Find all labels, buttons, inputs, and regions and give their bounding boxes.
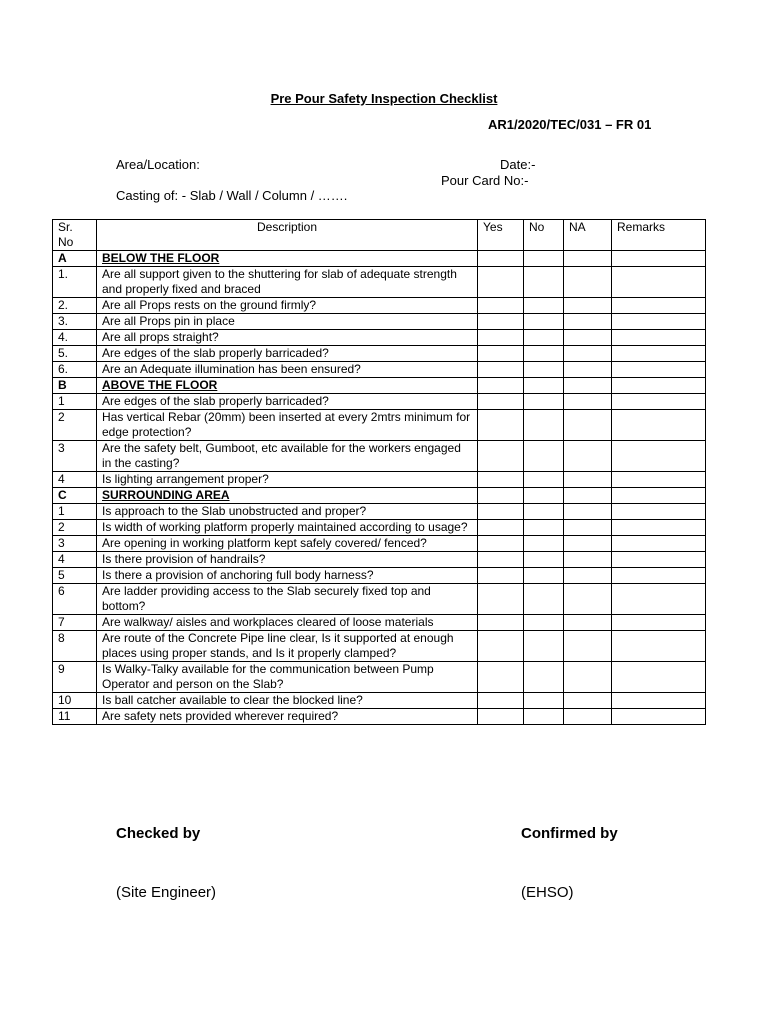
item-description: Are ladder providing access to the Slab securely fixed top and bottom?	[97, 584, 478, 615]
checklist-item-row	[53, 441, 706, 472]
no-cell[interactable]	[524, 410, 564, 441]
no-cell[interactable]	[524, 251, 564, 267]
checklist-item-row	[53, 693, 706, 709]
remarks-cell[interactable]	[612, 709, 706, 725]
item-sr-no: 5.	[53, 346, 97, 362]
yes-cell[interactable]	[478, 662, 524, 693]
checklist-item-row	[53, 330, 706, 346]
yes-cell[interactable]	[478, 251, 524, 267]
item-description: Is width of working platform properly maintained according to usage?	[97, 520, 478, 536]
yes-cell[interactable]	[478, 536, 524, 552]
no-cell[interactable]	[524, 378, 564, 394]
na-cell[interactable]	[564, 552, 612, 568]
checklist-item-row	[53, 552, 706, 568]
remarks-cell[interactable]	[612, 662, 706, 693]
yes-cell[interactable]	[478, 472, 524, 488]
no-cell[interactable]	[524, 631, 564, 662]
remarks-cell[interactable]	[612, 536, 706, 552]
checklist-table	[52, 219, 706, 725]
checklist-item-row	[53, 520, 706, 536]
na-cell[interactable]	[564, 362, 612, 378]
na-cell[interactable]	[564, 693, 612, 709]
ehso-label: (EHSO)	[521, 884, 574, 901]
na-cell[interactable]	[564, 251, 612, 267]
no-cell[interactable]	[524, 709, 564, 725]
item-description: Are all support given to the shuttering for slab of adequate strength and properly fixed and braced	[97, 267, 478, 298]
remarks-cell[interactable]	[612, 362, 706, 378]
no-cell[interactable]	[524, 441, 564, 472]
item-description: Has vertical Rebar (20mm) been inserted at every 2mtrs minimum for edge protection?	[97, 410, 478, 441]
item-sr-no: 11	[53, 709, 97, 725]
section-title-text: ABOVE THE FLOOR	[102, 378, 218, 392]
na-cell[interactable]	[564, 410, 612, 441]
checklist-item-row	[53, 394, 706, 410]
item-description: Are safety nets provided wherever required?	[97, 709, 478, 725]
no-cell[interactable]	[524, 504, 564, 520]
na-cell[interactable]	[564, 662, 612, 693]
section-title-text: BELOW THE FLOOR	[102, 251, 220, 265]
checklist-item-row	[53, 584, 706, 615]
checklist-item-row	[53, 504, 706, 520]
no-cell[interactable]	[524, 584, 564, 615]
sr-no-header-line1: Sr.	[58, 220, 73, 234]
na-cell[interactable]	[564, 615, 612, 631]
section-code: A	[53, 251, 97, 267]
no-cell[interactable]	[524, 298, 564, 314]
site-engineer-label: (Site Engineer)	[116, 884, 217, 901]
no-cell[interactable]	[524, 362, 564, 378]
na-cell[interactable]	[564, 346, 612, 362]
checklist-item-row	[53, 536, 706, 552]
section-title	[97, 251, 478, 267]
no-header: No	[524, 220, 564, 251]
item-sr-no: 3.	[53, 314, 97, 330]
item-description: Are all Props rests on the ground firmly?	[97, 298, 478, 314]
no-cell[interactable]	[524, 552, 564, 568]
yes-cell[interactable]	[478, 552, 524, 568]
remarks-cell[interactable]	[612, 568, 706, 584]
yes-cell[interactable]	[478, 267, 524, 298]
item-description: Are walkway/ aisles and workplaces cleared of loose materials	[97, 615, 478, 631]
checklist-item-row	[53, 631, 706, 662]
remarks-cell[interactable]	[612, 520, 706, 536]
item-description: Are opening in working platform kept safely covered/ fenced?	[97, 536, 478, 552]
no-cell[interactable]	[524, 693, 564, 709]
item-sr-no: 10	[53, 693, 97, 709]
item-sr-no: 4	[53, 552, 97, 568]
yes-cell[interactable]	[478, 504, 524, 520]
remarks-cell[interactable]	[612, 488, 706, 504]
item-description: Are all props straight?	[97, 330, 478, 346]
item-sr-no: 6.	[53, 362, 97, 378]
yes-cell[interactable]	[478, 584, 524, 615]
na-cell[interactable]	[564, 631, 612, 662]
yes-cell[interactable]	[478, 568, 524, 584]
item-sr-no: 1	[53, 394, 97, 410]
item-sr-no: 7	[53, 615, 97, 631]
no-cell[interactable]	[524, 330, 564, 346]
section-title-text: SURROUNDING AREA	[102, 488, 230, 502]
item-description: Is Walky-Talky available for the communication between Pump Operator and person on the Slab?	[97, 662, 478, 693]
yes-cell[interactable]	[478, 378, 524, 394]
section-row	[53, 488, 706, 504]
item-sr-no: 1.	[53, 267, 97, 298]
remarks-cell[interactable]	[612, 267, 706, 298]
item-sr-no: 9	[53, 662, 97, 693]
no-cell[interactable]	[524, 346, 564, 362]
remarks-cell[interactable]	[612, 615, 706, 631]
item-description: Are route of the Concrete Pipe line clear, Is it supported at enough places using proper stands, and Is it properly clamped?	[97, 631, 478, 662]
na-cell[interactable]	[564, 298, 612, 314]
item-description: Is lighting arrangement proper?	[97, 472, 478, 488]
sr-no-header	[53, 220, 97, 251]
remarks-cell[interactable]	[612, 584, 706, 615]
page-title: Pre Pour Safety Inspection Checklist	[270, 91, 498, 106]
item-description: Is there provision of handrails?	[97, 552, 478, 568]
no-cell[interactable]	[524, 394, 564, 410]
item-description: Is approach to the Slab unobstructed and proper?	[97, 504, 478, 520]
remarks-cell[interactable]	[612, 378, 706, 394]
remarks-cell[interactable]	[612, 410, 706, 441]
item-description: Is there a provision of anchoring full body harness?	[97, 568, 478, 584]
item-sr-no: 8	[53, 631, 97, 662]
checklist-item-row	[53, 709, 706, 725]
yes-cell[interactable]	[478, 314, 524, 330]
description-header: Description	[97, 220, 478, 251]
na-cell[interactable]	[564, 488, 612, 504]
na-cell[interactable]	[564, 314, 612, 330]
yes-cell[interactable]	[478, 346, 524, 362]
item-description: Are edges of the slab properly barricaded?	[97, 394, 478, 410]
yes-cell[interactable]	[478, 330, 524, 346]
yes-cell[interactable]	[478, 488, 524, 504]
section-row	[53, 251, 706, 267]
yes-cell[interactable]	[478, 615, 524, 631]
no-cell[interactable]	[524, 615, 564, 631]
confirmed-by-label: Confirmed by	[521, 825, 618, 842]
remarks-cell[interactable]	[612, 298, 706, 314]
checklist-item-row	[53, 298, 706, 314]
item-sr-no: 2	[53, 520, 97, 536]
item-sr-no: 4.	[53, 330, 97, 346]
item-description: Are the safety belt, Gumboot, etc available for the workers engaged in the casting?	[97, 441, 478, 472]
sr-no-header-line2: No	[58, 235, 74, 249]
checklist-item-row	[53, 662, 706, 693]
no-cell[interactable]	[524, 662, 564, 693]
item-description: Are all Props pin in place	[97, 314, 478, 330]
no-cell[interactable]	[524, 472, 564, 488]
item-sr-no: 2.	[53, 298, 97, 314]
yes-cell[interactable]	[478, 631, 524, 662]
yes-header: Yes	[478, 220, 524, 251]
no-cell[interactable]	[524, 536, 564, 552]
area-location-label: Area/Location:	[116, 157, 200, 172]
section-row	[53, 378, 706, 394]
remarks-cell[interactable]	[612, 472, 706, 488]
remarks-cell[interactable]	[612, 441, 706, 472]
section-title	[97, 488, 478, 504]
yes-cell[interactable]	[478, 441, 524, 472]
item-description: Is ball catcher available to clear the blocked line?	[97, 693, 478, 709]
yes-cell[interactable]	[478, 693, 524, 709]
section-title	[97, 378, 478, 394]
remarks-cell[interactable]	[612, 346, 706, 362]
remarks-cell[interactable]	[612, 314, 706, 330]
remarks-header: Remarks	[612, 220, 706, 251]
remarks-cell[interactable]	[612, 504, 706, 520]
na-cell[interactable]	[564, 472, 612, 488]
na-cell[interactable]	[564, 394, 612, 410]
na-cell[interactable]	[564, 378, 612, 394]
table-header-row	[53, 220, 706, 251]
section-code: B	[53, 378, 97, 394]
yes-cell[interactable]	[478, 362, 524, 378]
item-sr-no: 1	[53, 504, 97, 520]
no-cell[interactable]	[524, 314, 564, 330]
checklist-item-row	[53, 346, 706, 362]
remarks-cell[interactable]	[612, 693, 706, 709]
document-code: AR1/2020/TEC/031 – FR 01	[488, 117, 652, 132]
remarks-cell[interactable]	[612, 330, 706, 346]
checklist-item-row	[53, 410, 706, 441]
checklist-item-row	[53, 314, 706, 330]
checklist-item-row	[53, 472, 706, 488]
remarks-cell[interactable]	[612, 631, 706, 662]
na-cell[interactable]	[564, 568, 612, 584]
yes-cell[interactable]	[478, 298, 524, 314]
na-cell[interactable]	[564, 330, 612, 346]
item-sr-no: 3	[53, 441, 97, 472]
item-sr-no: 6	[53, 584, 97, 615]
na-cell[interactable]	[564, 267, 612, 298]
checklist-item-row	[53, 615, 706, 631]
na-cell[interactable]	[564, 504, 612, 520]
na-header: NA	[564, 220, 612, 251]
section-code: C	[53, 488, 97, 504]
checked-by-label: Checked by	[116, 825, 201, 842]
yes-cell[interactable]	[478, 709, 524, 725]
remarks-cell[interactable]	[612, 251, 706, 267]
casting-of-label: Casting of: - Slab / Wall / Column / …….	[116, 188, 348, 203]
yes-cell[interactable]	[478, 394, 524, 410]
remarks-cell[interactable]	[612, 394, 706, 410]
item-sr-no: 2	[53, 410, 97, 441]
na-cell[interactable]	[564, 536, 612, 552]
na-cell[interactable]	[564, 709, 612, 725]
item-description: Are edges of the slab properly barricaded?	[97, 346, 478, 362]
pour-card-label: Pour Card No:-	[441, 173, 529, 188]
item-sr-no: 4	[53, 472, 97, 488]
no-cell[interactable]	[524, 267, 564, 298]
yes-cell[interactable]	[478, 410, 524, 441]
item-description: Are an Adequate illumination has been ensured?	[97, 362, 478, 378]
checklist-item-row	[53, 362, 706, 378]
item-sr-no: 5	[53, 568, 97, 584]
na-cell[interactable]	[564, 520, 612, 536]
na-cell[interactable]	[564, 441, 612, 472]
yes-cell[interactable]	[478, 520, 524, 536]
no-cell[interactable]	[524, 568, 564, 584]
item-sr-no: 3	[53, 536, 97, 552]
date-label: Date:-	[500, 157, 536, 172]
checklist-item-row	[53, 267, 706, 298]
no-cell[interactable]	[524, 488, 564, 504]
no-cell[interactable]	[524, 520, 564, 536]
na-cell[interactable]	[564, 584, 612, 615]
remarks-cell[interactable]	[612, 552, 706, 568]
checklist-item-row	[53, 568, 706, 584]
